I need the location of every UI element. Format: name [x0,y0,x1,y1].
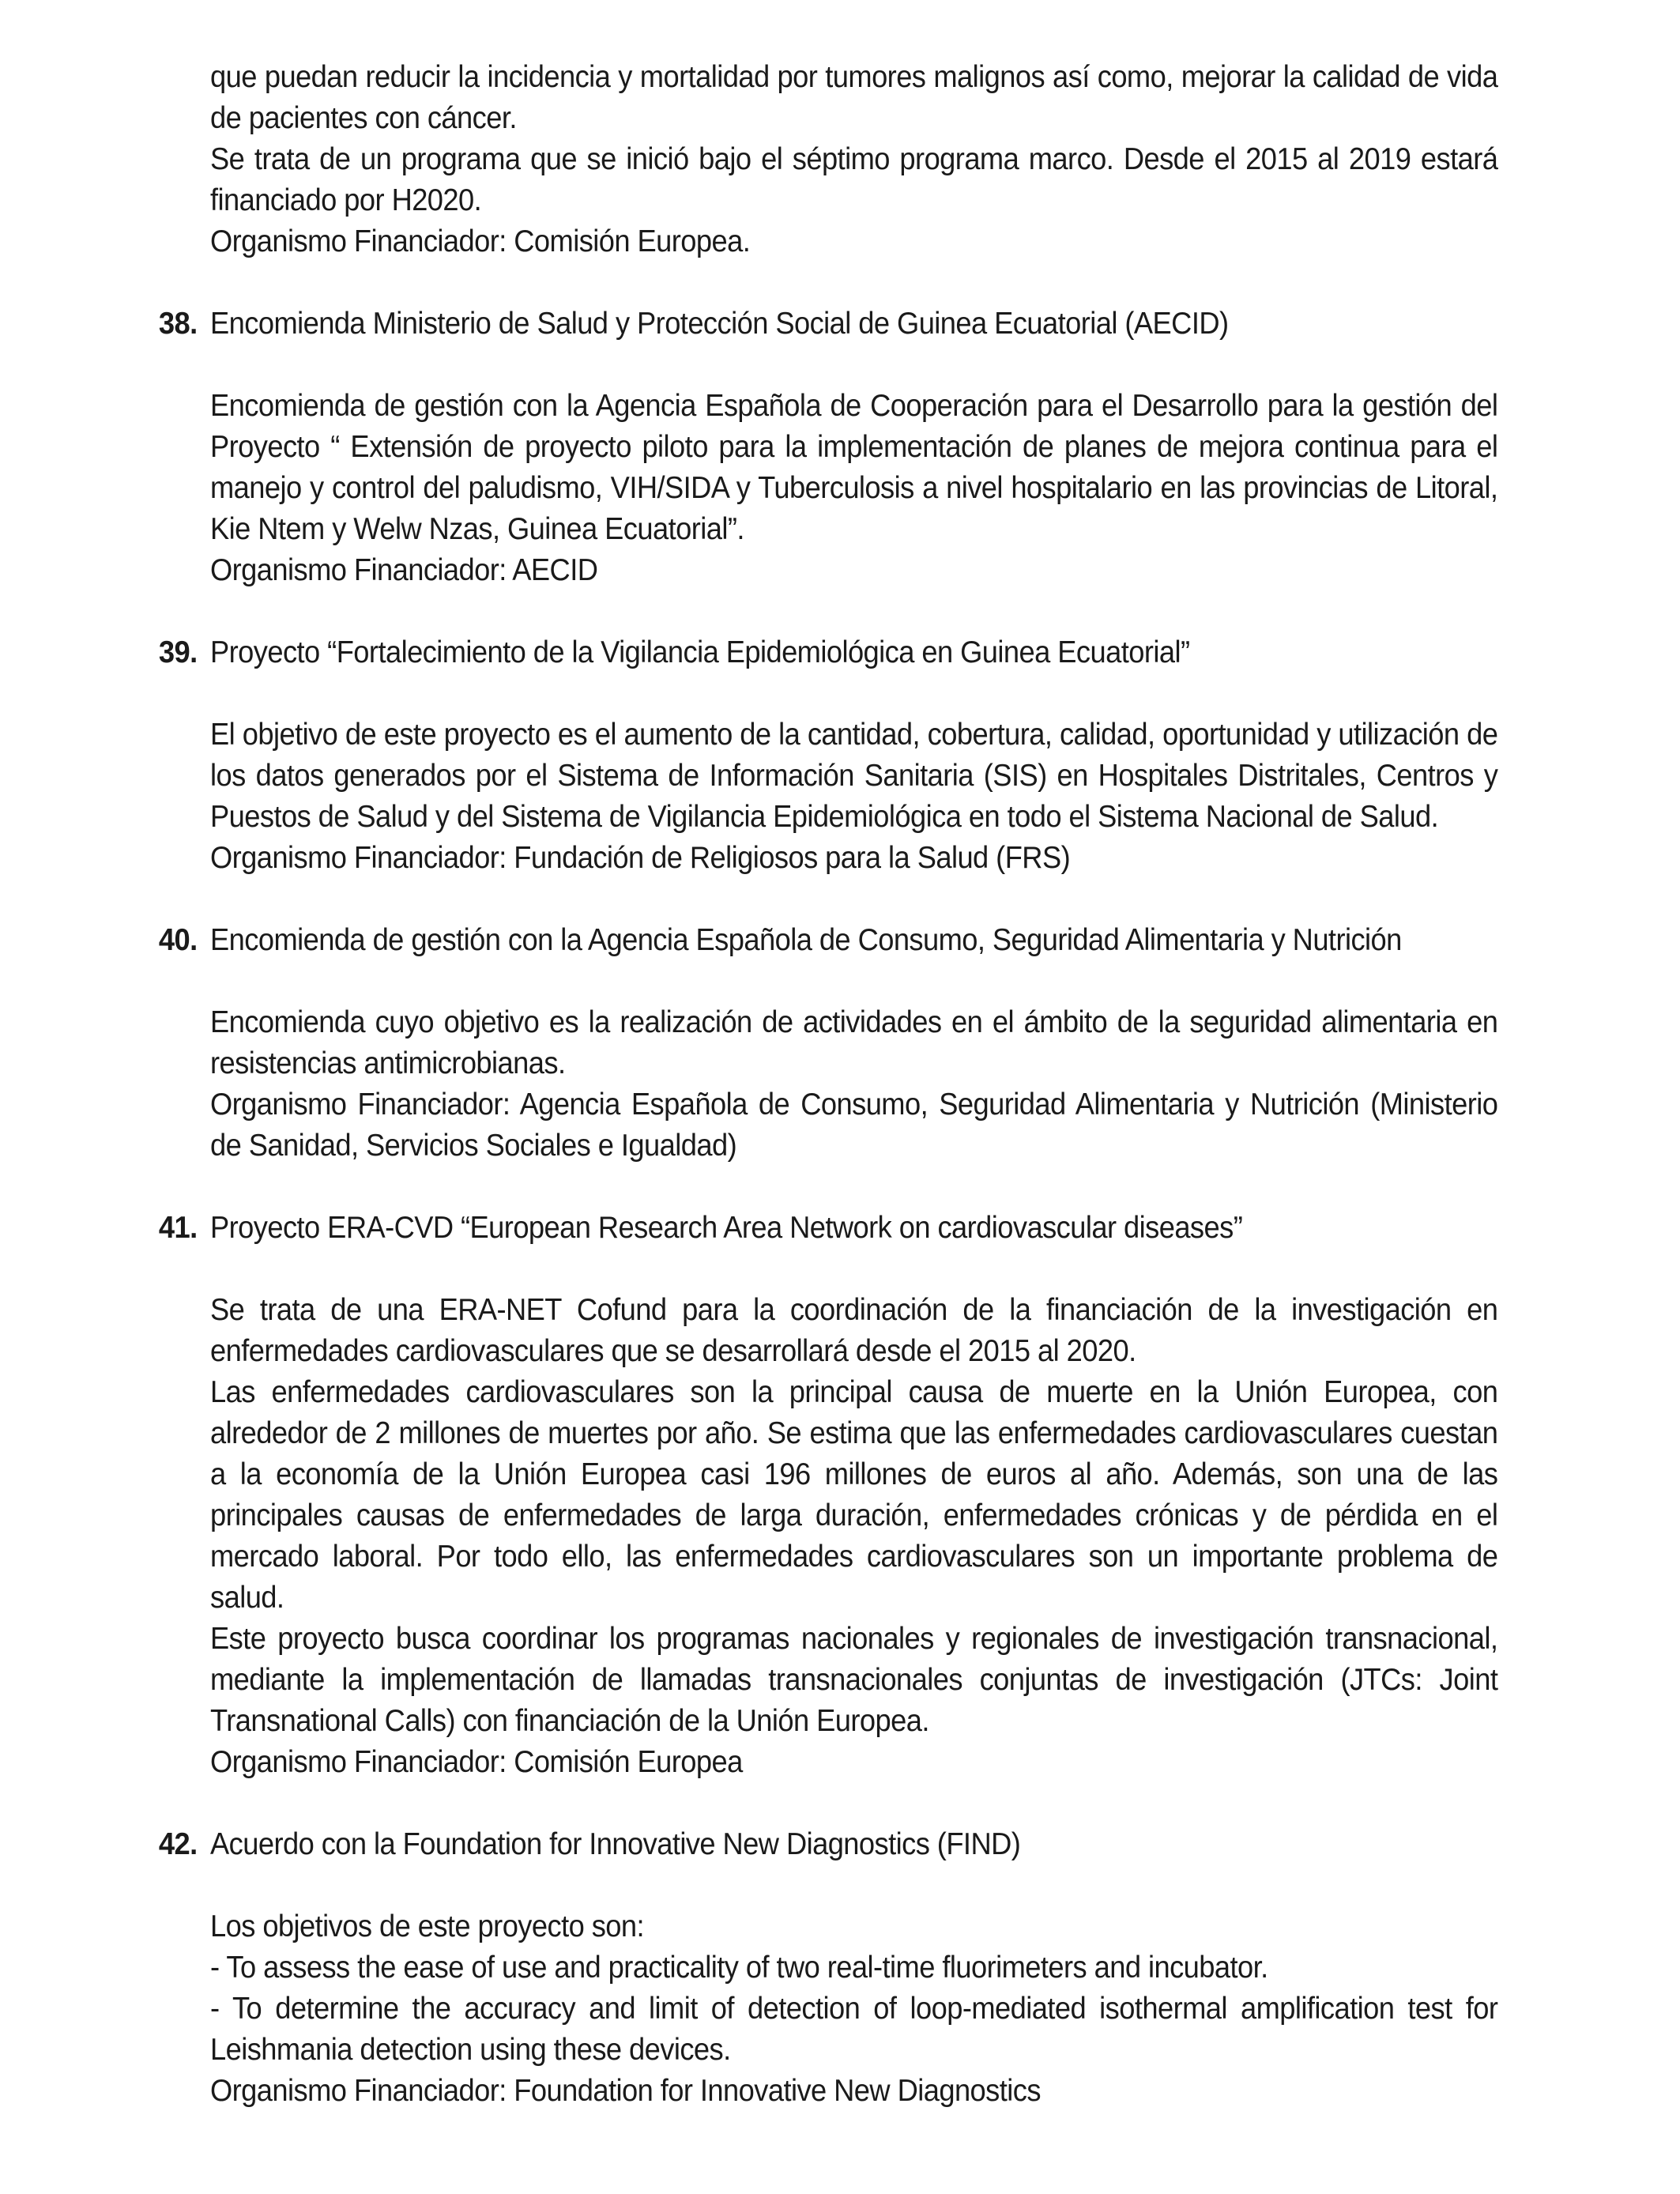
document-page [158,57,1498,2153]
intro-paragraph: Se trata de un programa que se inició bajo el séptimo programa marco. Desde el 2015 al 2019 estará financiado por H2020. [210,142,1498,217]
section-number: 38. [158,307,198,341]
intro-block [210,57,1497,262]
section-heading [158,1208,1497,1249]
section-title: Encomienda Ministerio de Salud y Protección Social de Guinea Ecuatorial (AECID) [210,307,1229,341]
section-funder: Organismo Financiador: Fundación de Religiosos para la Salud (FRS) [210,841,1071,875]
section-paragraph: Se trata de una ERA-NET Cofund para la coordinación de la financiación de la investigación en enfermedades cardiovasculares que se desarrollará desde el 2015 al 2020. [210,1293,1498,1368]
section-funder: Organismo Financiador: Foundation for Innovative New Diagnostics [210,2074,1041,2108]
section-body [210,1290,1497,1783]
section-41 [158,1208,1498,1783]
section-38 [158,303,1498,591]
section-number: 40. [158,923,198,957]
section-40 [158,920,1498,1167]
section-heading [158,920,1497,961]
section-body [210,714,1497,879]
section-number: 39. [158,635,198,669]
section-39 [158,632,1498,879]
section-funder: Organismo Financiador: AECID [210,553,598,587]
section-title: Proyecto “Fortalecimiento de la Vigilancia Epidemiológica en Guinea Ecuatorial” [210,635,1190,669]
section-body [210,1906,1497,2112]
section-number: 42. [158,1827,198,1861]
section-heading [158,303,1497,345]
section-title: Encomienda de gestión con la Agencia Española de Consumo, Seguridad Alimentaria y Nutrición [210,923,1402,957]
section-paragraph: Encomienda cuyo objetivo es la realización de actividades en el ámbito de la seguridad alimentaria en resistencias antimicrobianas. [210,1005,1498,1080]
section-paragraph: Encomienda de gestión con la Agencia Española de Cooperación para el Desarrollo para la gestión del Proyecto “ Extensión de proyecto piloto para la implementación de planes de mejora continua para el manejo y control del paludismo, VIH/SIDA y Tuberculosis a nivel hospitalario en las provincias de Litoral, Kie Ntem y Welw Nzas, Guinea Ecuatorial”. [210,389,1498,546]
objective-item: - To determine the accuracy and limit of detection of loop-mediated isothermal amplification test for Leishmania detection using these devices. [210,1992,1498,2067]
intro-paragraph: que puedan reducir la incidencia y mortalidad por tumores malignos así como, mejorar la calidad de vida de pacientes con cáncer. [210,60,1498,135]
section-paragraph: Las enfermedades cardiovasculares son la principal causa de muerte en la Unión Europea, con alrededor de 2 millones de muertes por año. Se estima que las enfermedades cardiovasculares cuestan a la economía de la Unión Europea casi 196 millones de euros al año. Además, son una de las principales causas de enfermedades de larga duración, enfermedades crónicas y de pérdida en el mercado laboral. Por todo ello, las enfermedades cardiovasculares son un importante problema de salud. [210,1375,1498,1615]
intro-funder: Organismo Financiador: Comisión Europea. [210,224,751,258]
section-title: Acuerdo con la Foundation for Innovative New Diagnostics (FIND) [210,1827,1021,1861]
objectives-intro: Los objetivos de este proyecto son: [210,1909,645,1943]
section-body [210,1002,1497,1167]
section-title: Proyecto ERA-CVD “European Research Area Network on cardiovascular diseases” [210,1211,1243,1245]
section-body [210,386,1497,591]
section-heading [158,632,1497,673]
section-funder: Organismo Financiador: Agencia Española de Consumo, Seguridad Alimentaria y Nutrición (Ministerio de Sanidad, Servicios Sociales e Igualdad) [210,1088,1498,1163]
section-funder: Organismo Financiador: Comisión Europea [210,1745,743,1779]
section-number: 41. [158,1211,198,1245]
section-paragraph: Este proyecto busca coordinar los programas nacionales y regionales de investigación transnacional, mediante la implementación de llamadas transnacionales conjuntas de investigación (JTCs: Joint Transnational Calls) con financiación de la Unión Europea. [210,1622,1498,1738]
section-paragraph: El objetivo de este proyecto es el aumento de la cantidad, cobertura, calidad, oportunidad y utilización de los datos generados por el Sistema de Información Sanitaria (SIS) en Hospitales Distritales, Centros y Puestos de Salud y del Sistema de Vigilancia Epidemiológica en todo el Sistema Nacional de Salud. [210,718,1498,834]
objective-item: - To assess the ease of use and practicality of two real-time fluorimeters and incubator. [210,1951,1268,1985]
section-42 [158,1824,1498,2112]
section-heading [158,1824,1497,1865]
